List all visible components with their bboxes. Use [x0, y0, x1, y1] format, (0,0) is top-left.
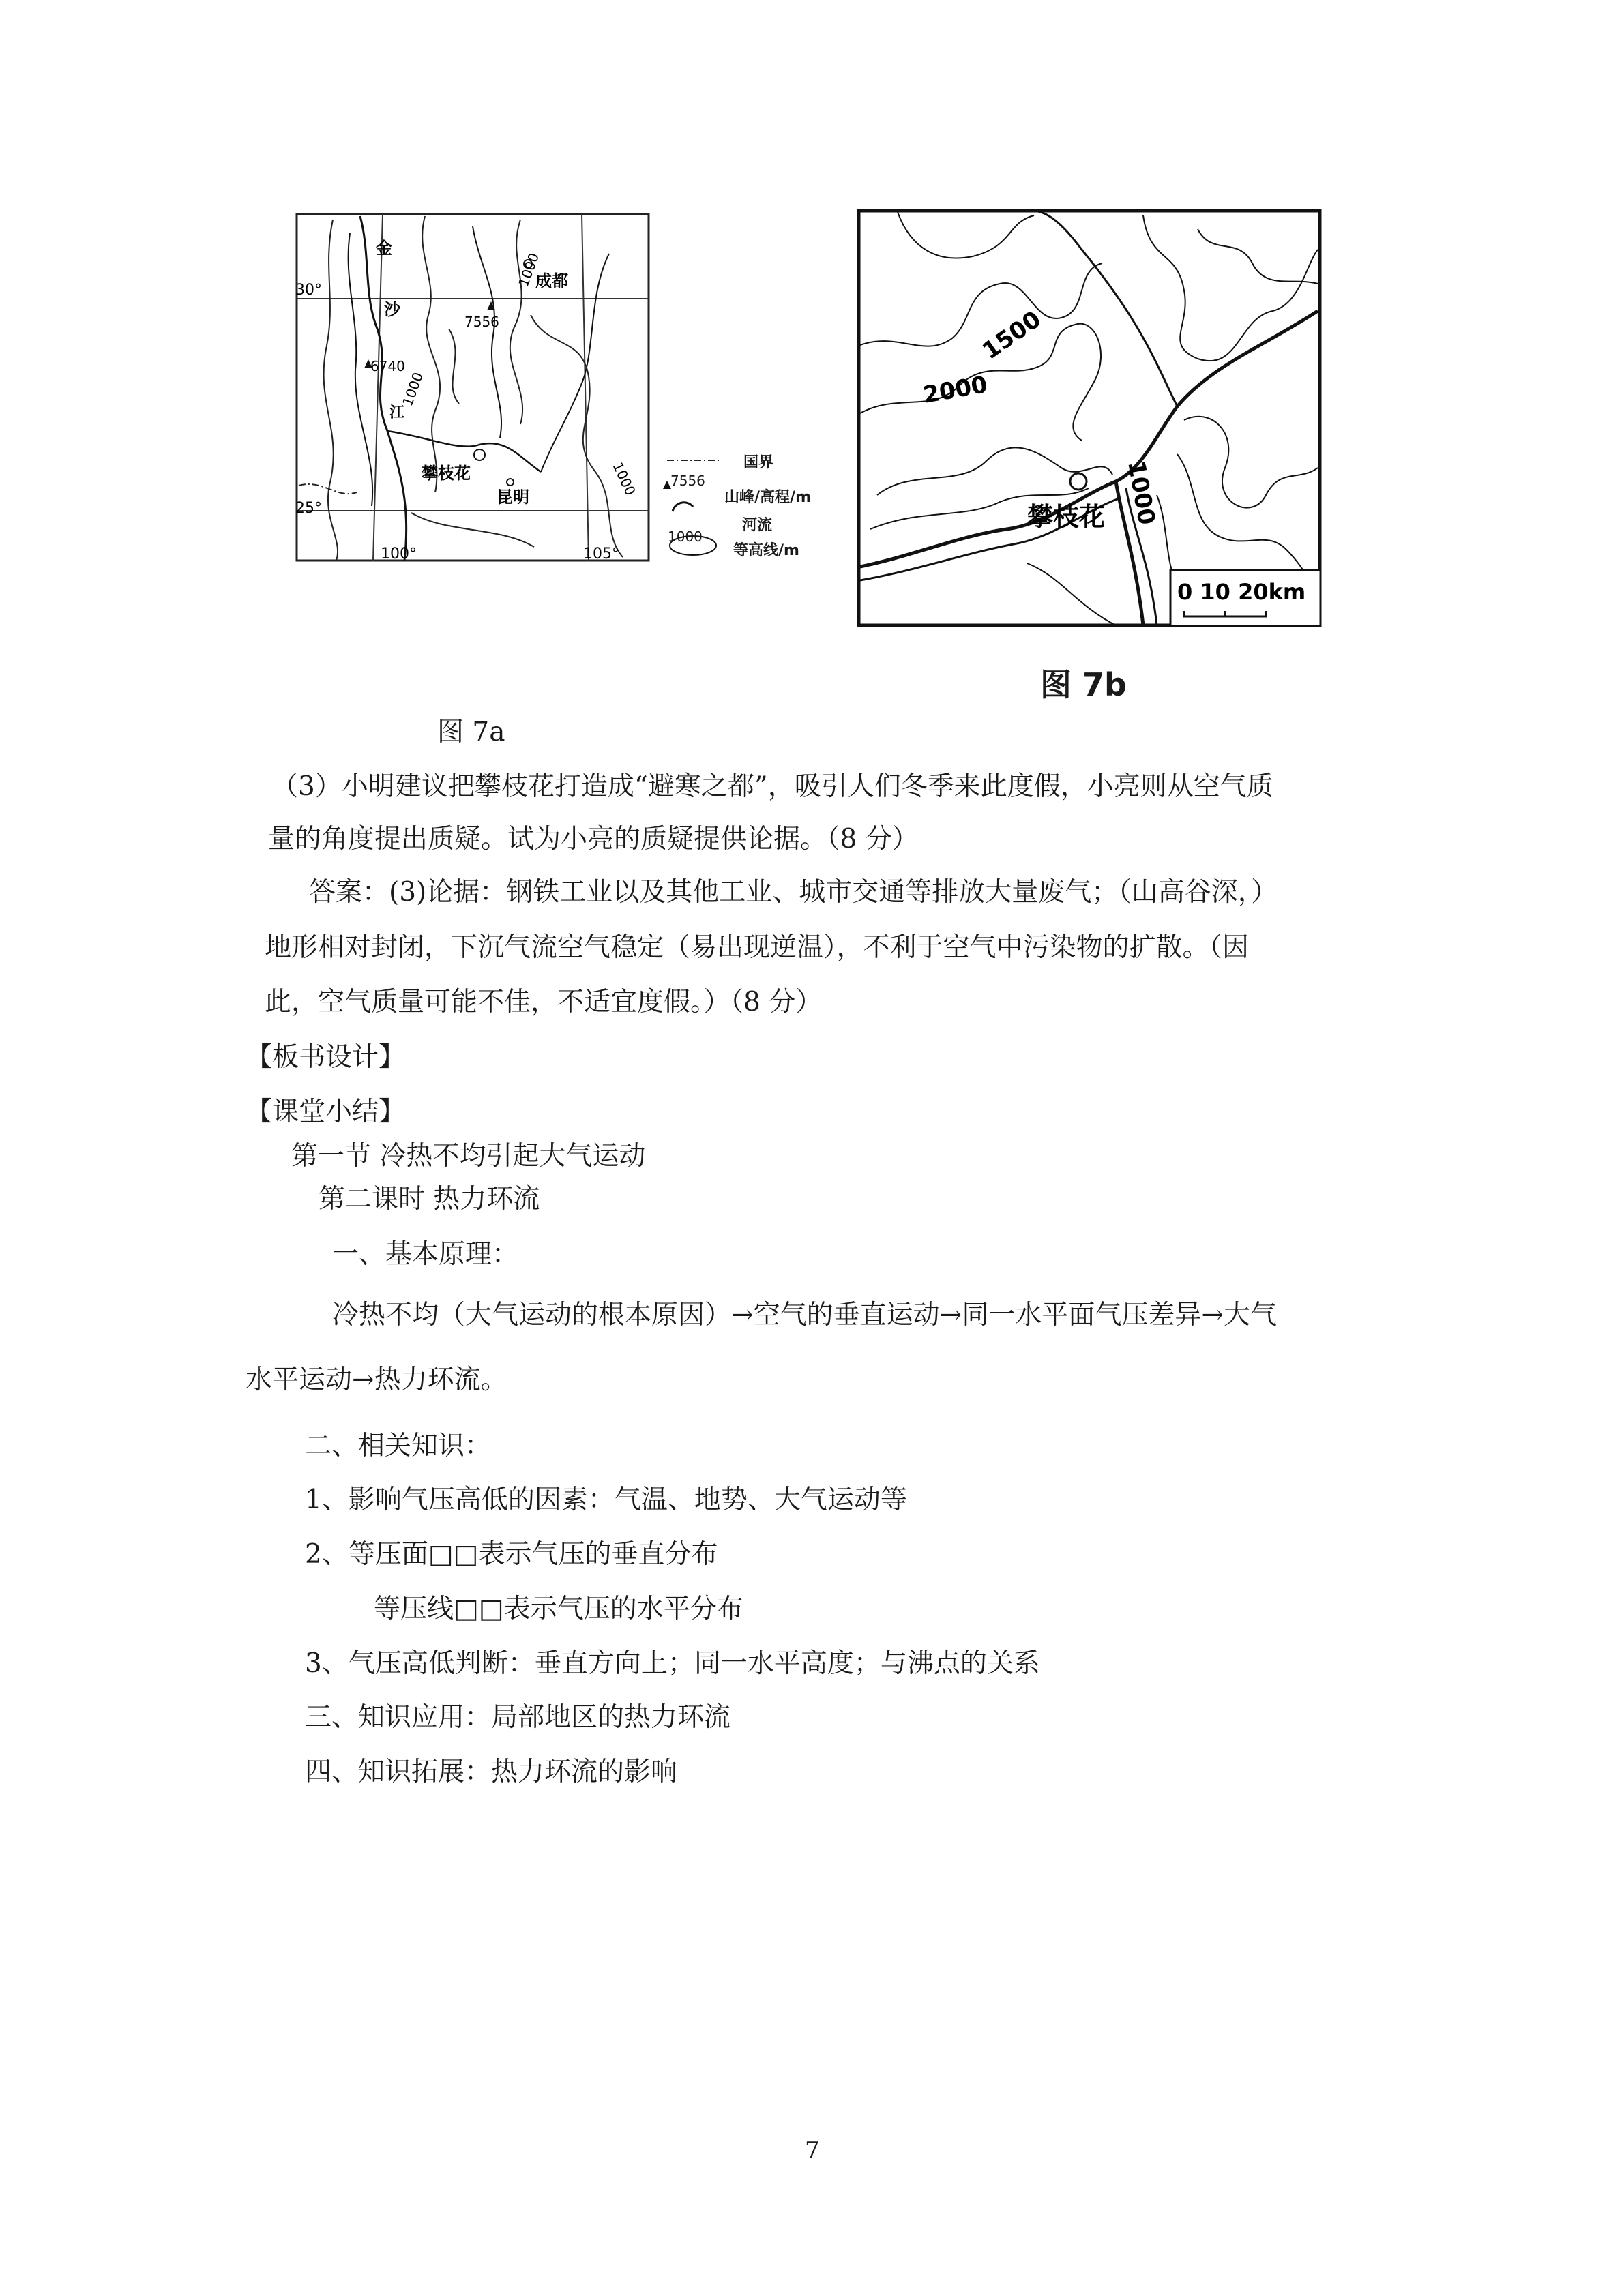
answer-line-1: 答案：(3)论据：钢铁工业以及其他工业、城市交通等排放大量废气；（山高谷深，）: [309, 877, 1278, 908]
part2-item-3: 3、气压高低判断：垂直方向上；同一水平高度；与沸点的关系: [305, 1648, 1040, 1679]
map-7b-drawing: [857, 209, 1322, 631]
label-lat-30: 30°: [295, 282, 322, 299]
legend-peak: 山峰/高程/m: [724, 489, 811, 506]
label-city-panzhihua: 攀枝花: [1027, 502, 1106, 532]
question-line-1: （3）小明建议把攀枝花打造成“避寒之都”，吸引人们冬季来此度假，小亮则从空气质: [271, 771, 1273, 802]
legend-contour: 等高线/m: [733, 542, 799, 559]
label-lat-25: 25°: [295, 500, 322, 517]
part1-title: 一、基本原理：: [332, 1239, 519, 1270]
legend-river: 河流: [742, 517, 773, 534]
scale-label: 0 10 20km: [1177, 579, 1306, 605]
map-7a-drawing: [295, 213, 650, 562]
label-jiang: 江: [389, 404, 405, 421]
question-line-2: 量的角度提出质疑。试为小亮的质疑提供论据。（8 分）: [268, 824, 919, 854]
part3: 三、知识应用：局部地区的热力环流: [305, 1702, 731, 1733]
label-contour-2000: 2000: [921, 371, 990, 409]
map-7a: [295, 213, 650, 562]
label-lon-100: 100°: [381, 546, 417, 562]
legend-contour-value: 1000: [668, 528, 703, 545]
label-contour-1000: 1000: [1122, 458, 1160, 527]
label-kunming: 昆明: [497, 488, 529, 507]
part1-line-1: 冷热不均（大气运动的根本原因）→空气的垂直运动→同一水平面气压差异→大气: [332, 1300, 1278, 1330]
heading-board-design: 【板书设计】: [246, 1042, 406, 1073]
part2-title: 二、相关知识：: [305, 1431, 492, 1461]
label-contour-1000c: 1000: [609, 459, 639, 498]
figure-7b-caption: 图 7b: [1040, 666, 1127, 703]
label-peak-7556: 7556: [464, 314, 499, 330]
page-number: 7: [805, 2137, 820, 2164]
label-chengdu: 成都: [535, 271, 568, 290]
heading-class-summary: 【课堂小结】: [246, 1097, 406, 1127]
part1-line-2: 水平运动→热力环流。: [246, 1365, 507, 1395]
answer-line-3: 此，空气质量可能不佳，不适宜度假。）（8 分）: [265, 987, 823, 1017]
label-peak-6740: 6740: [370, 358, 405, 374]
label-jin: 金: [376, 239, 392, 258]
label-contour-1000b: 1000: [515, 250, 543, 289]
label-lon-105: 105°: [583, 546, 619, 562]
part4: 四、知识拓展：热力环流的影响: [305, 1757, 678, 1787]
section-title: 第一节 冷热不均引起大气运动: [291, 1141, 646, 1172]
part2-item-1: 1、影响气压高低的因素：气温、地势、大气运动等: [305, 1485, 907, 1515]
part2-item-2: 2、等压面□□表示气压的垂直分布: [305, 1539, 718, 1570]
label-panzhihua: 攀枝花: [422, 464, 471, 483]
answer-line-2: 地形相对封闭，下沉气流空气稳定（易出现逆温），不利于空气中污染物的扩散。（因: [265, 932, 1250, 963]
label-sha: 沙: [384, 300, 400, 319]
legend-peak-value: 7556: [670, 473, 705, 489]
legend-border: 国界: [743, 454, 774, 471]
figure-7a-caption: 图 7a: [437, 717, 505, 747]
lesson-title: 第二课时 热力环流: [319, 1184, 540, 1214]
label-contour-1000a: 1000: [399, 370, 427, 408]
part2-item-2b: 等压线□□表示气压的水平分布: [374, 1594, 743, 1624]
label-contour-1500: 1500: [977, 305, 1046, 366]
